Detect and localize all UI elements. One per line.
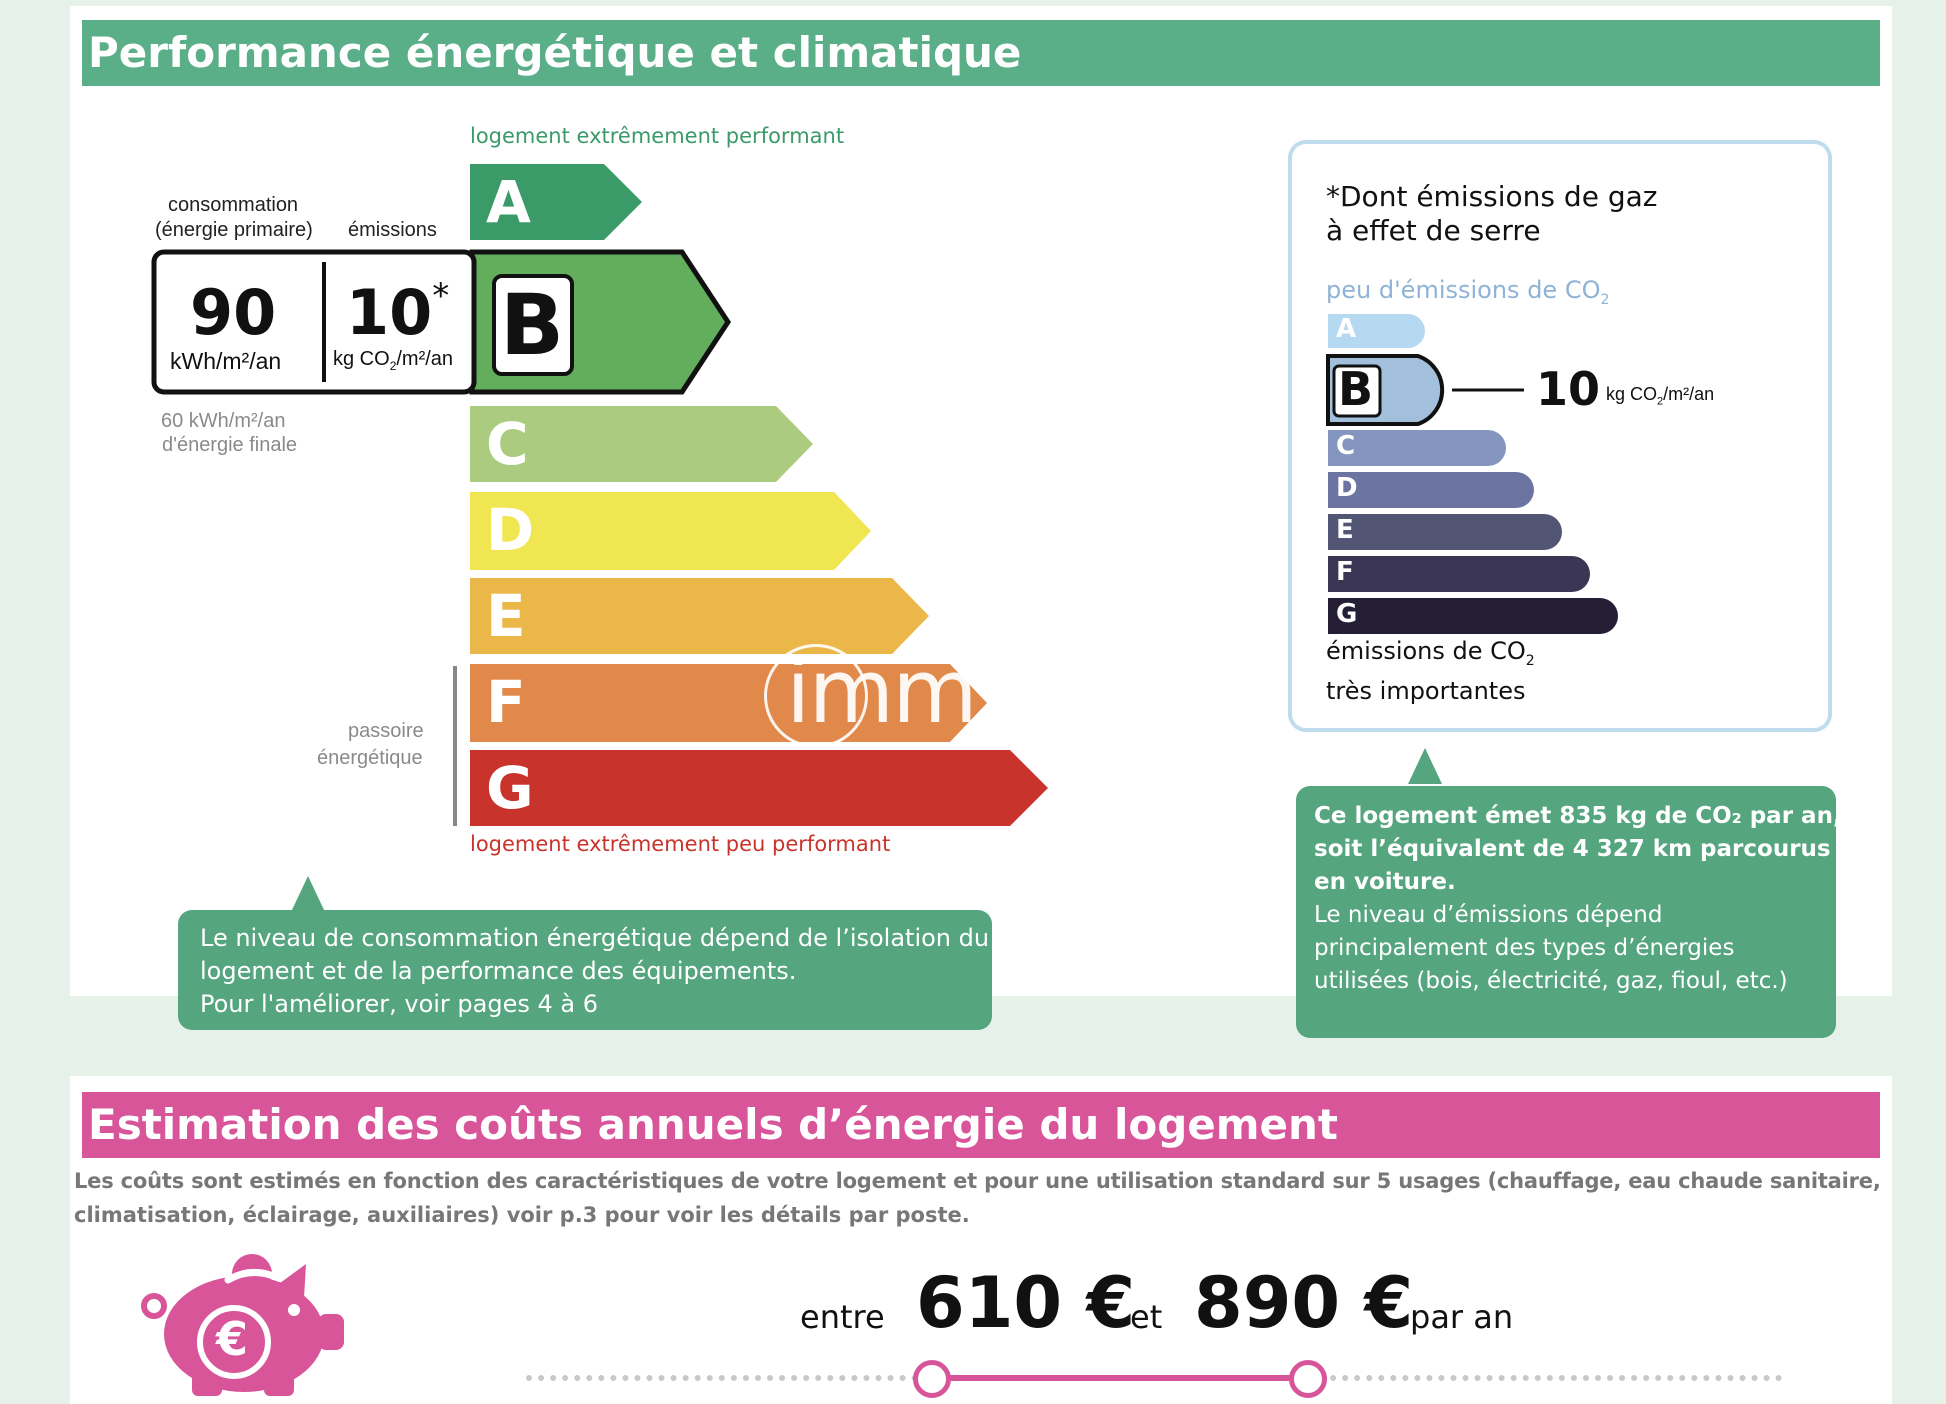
- dpe-letter-g: G: [486, 754, 534, 822]
- ges-bar-f: [1328, 556, 1590, 592]
- ges-note-line-2: à effet de serre: [1326, 214, 1541, 247]
- ges-callout-line-2: principalement des types d’énergies: [1314, 935, 1735, 961]
- ges-bottom-label-1: émissions de CO: [1326, 637, 1526, 665]
- emissions-label: émissions: [348, 219, 437, 241]
- range-track-right: [1306, 1375, 1782, 1381]
- dpe-title: Performance énergétique et climatique: [82, 20, 1880, 86]
- final-energy-value: 60 kWh/m²/an: [161, 410, 286, 432]
- costs-description: [74, 1164, 1888, 1232]
- dpe-letter-d: D: [486, 496, 535, 564]
- ges-letter-c: C: [1336, 431, 1356, 461]
- ges-letter-f: F: [1336, 557, 1354, 587]
- ges-unit-sub: 2: [1657, 395, 1664, 408]
- dpe-callout: [178, 910, 992, 1030]
- ges-bar-e: [1328, 514, 1562, 550]
- ges-top-label-text: peu d'émissions de CO: [1326, 276, 1601, 304]
- passoire-label-1: passoire: [348, 720, 424, 742]
- costs-description-line-2: climatisation, éclairage, auxiliaires) voir p.3 pour voir les détails par poste.: [74, 1203, 970, 1227]
- costs-description-line-1: Les coûts sont estimés en fonction des caractéristiques de votre logement et pour une utilisation standard sur 5 usages (chauffage, eau chaude sanitaire,: [74, 1169, 1881, 1193]
- ges-unit-pre: kg CO: [1606, 384, 1658, 404]
- costs-per-year: par an: [1410, 1298, 1514, 1336]
- costs-title: Estimation des coûts annuels d’énergie du logement: [82, 1092, 1880, 1158]
- dpe-letter-b: B: [500, 276, 565, 374]
- ges-callout-bold-3: en voiture.: [1314, 869, 1456, 895]
- dpe-callout-line-1: Le niveau de consommation énergétique dépend de l’isolation du: [200, 924, 990, 952]
- final-energy-label: d'énergie finale: [162, 434, 298, 456]
- ges-callout-bold-2: soit l’équivalent de 4 327 km parcourus: [1314, 836, 1831, 862]
- range-min-marker: [913, 1360, 951, 1398]
- ges-bottom-label-sub: 2: [1525, 652, 1535, 669]
- emissions-value: [346, 276, 449, 349]
- dpe-letter-a: A: [486, 168, 531, 236]
- dpe-letter-e: E: [486, 582, 526, 650]
- ges-callout-line-3: utilisées (bois, électricité, gaz, fioul, etc.): [1314, 968, 1788, 994]
- consumption-unit: kWh/m²/an: [170, 348, 282, 374]
- consumption-label-primary: (énergie primaire): [155, 219, 313, 241]
- consumption-label: consommation: [168, 194, 299, 216]
- emissions-unit: [333, 348, 453, 373]
- emissions-unit-pre: kg CO: [333, 348, 390, 370]
- ges-callout-bold-1: Ce logement émet 835 kg de CO₂ par an,: [1314, 803, 1842, 829]
- ges-callout-line-1: Le niveau d’émissions dépend: [1314, 902, 1663, 928]
- ges-scale: [1300, 300, 1820, 640]
- euro-icon: €: [216, 1312, 249, 1366]
- ges-letter-a: A: [1336, 314, 1357, 344]
- ges-note: [1326, 180, 1657, 248]
- emissions-unit-sub: 2: [389, 359, 397, 373]
- ges-bottom-label-2: très importantes: [1326, 676, 1526, 705]
- ges-unit: [1606, 384, 1714, 408]
- ges-value: 10: [1536, 362, 1601, 416]
- ges-letter-g: G: [1336, 599, 1358, 629]
- emissions-number: 10: [346, 276, 433, 349]
- ges-note-line-1: Dont émissions de gaz: [1340, 180, 1658, 213]
- ges-unit-post: /m²/an: [1663, 384, 1715, 404]
- costs-min: 610 €: [916, 1262, 1136, 1344]
- emissions-star: *: [432, 276, 450, 316]
- ges-top-label-sub: 2: [1600, 291, 1610, 308]
- emissions-unit-post: /m²/an: [396, 348, 454, 370]
- costs-between-word: entre: [800, 1298, 885, 1336]
- ges-letter-e: E: [1336, 515, 1354, 545]
- ges-callout-pointer: [1408, 748, 1442, 784]
- dpe-arrow-g: [470, 750, 1048, 826]
- passoire-label-2: énergétique: [317, 747, 423, 769]
- ges-bar-g: [1328, 598, 1618, 634]
- ges-note-star: *: [1326, 180, 1340, 213]
- range-max-marker: [1289, 1360, 1327, 1398]
- dpe-bottom-label: logement extrêmement peu performant: [470, 832, 891, 856]
- dpe-top-label: logement extrêmement performant: [470, 124, 845, 148]
- watermark-text: imm: [786, 640, 976, 743]
- dpe-letter-f: F: [486, 668, 526, 736]
- costs-and-word: et: [1130, 1298, 1163, 1336]
- costs-max: 890 €: [1194, 1262, 1414, 1344]
- dpe-letter-c: C: [486, 410, 529, 478]
- dpe-callout-pointer: [291, 876, 325, 912]
- consumption-value: 90: [190, 276, 277, 349]
- ges-bar-d: [1328, 472, 1534, 508]
- ges-bottom-label: [1326, 636, 1535, 706]
- range-bar: [930, 1375, 1306, 1381]
- dpe-callout-line-2: logement et de la performance des équipements.: [200, 957, 797, 985]
- ges-letter-b: B: [1338, 362, 1374, 416]
- ges-callout: [1296, 786, 1842, 1038]
- ges-letter-d: D: [1336, 473, 1358, 503]
- dpe-callout-line-3: Pour l'améliorer, voir pages 4 à 6: [200, 990, 599, 1018]
- range-track-left: [526, 1375, 930, 1381]
